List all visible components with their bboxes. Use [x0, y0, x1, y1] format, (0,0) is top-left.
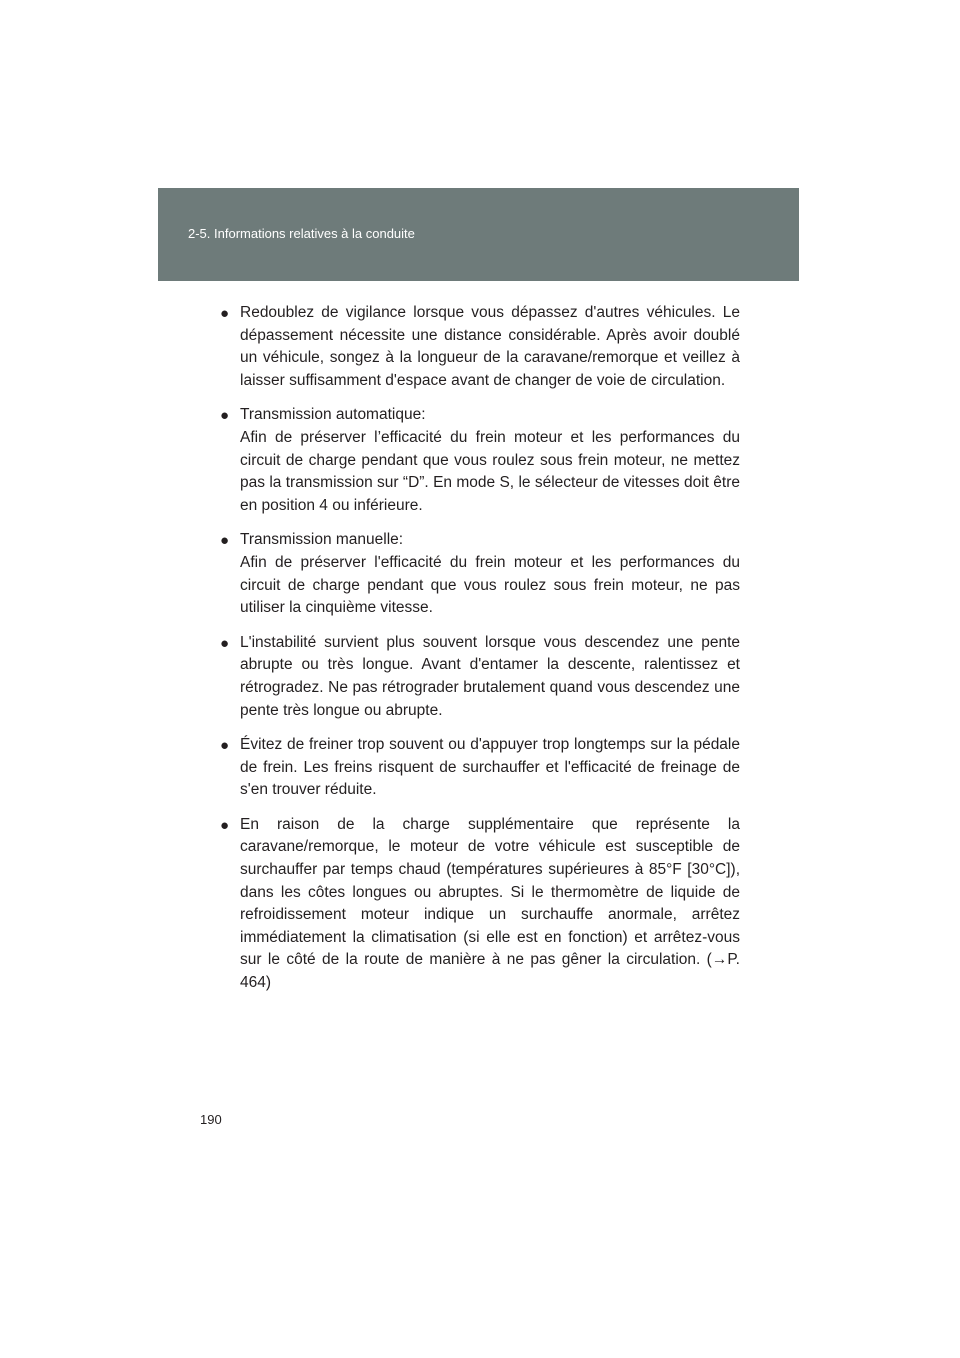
bullet-item-braking	[220, 734, 740, 802]
bullet-item-engine-overheat	[220, 814, 740, 995]
bullet-item-automatic-transmission	[220, 404, 740, 517]
section-title: 2-5. Informations relatives à la conduite	[188, 226, 415, 241]
bullet-text	[240, 734, 740, 802]
bullet-dot-icon: ●	[220, 407, 230, 425]
bullet-dot-icon: ●	[220, 816, 230, 834]
bullet-paragraph: Afin de préserver l’efficacité du frein moteur et les performances du circuit de charge pendant que vous roulez sous frein moteur, ne mettez pas la transmission sur “D”. En mode S, le sélecteur de vitesses doit être en position 4 ou inférieure.	[240, 428, 740, 514]
section-header-band	[158, 188, 799, 281]
bullet-text	[240, 529, 740, 619]
bullet-paragraph: Afin de préserver l'efficacité du frein moteur et les performances du circuit de charge pendant que vous roulez sous frein moteur, ne pas utiliser la cinquième vitesse.	[240, 553, 740, 617]
bullet-paragraph: Redoublez de vigilance lorsque vous dépassez d'autres véhicules. Le dépassement nécessite une distance considérable. Après avoir doublé un véhicule, songez à la longueur de la caravane/remorque et veillez à laisser suffisamment d'espace avant de changer de voie de circulation.	[240, 304, 740, 389]
bullet-heading: Transmission manuelle:	[240, 531, 404, 549]
bullet-item-downhill-instability	[220, 632, 740, 722]
bullet-paragraph: Évitez de freiner trop souvent ou d'appuyer trop longtemps sur la pédale de frein. Les freins risquent de surchauffer et l'efficacité de freinage de s'en trouver réduite.	[240, 736, 740, 799]
bullet-dot-icon: ●	[220, 532, 230, 550]
bullet-dot-icon: ●	[220, 737, 230, 755]
bullet-item-manual-transmission	[220, 529, 740, 619]
bullet-text	[240, 302, 740, 392]
bullet-text	[240, 404, 740, 517]
bullet-item-overtaking	[220, 302, 740, 392]
page-number: 190	[200, 1112, 222, 1127]
bullet-dot-icon: ●	[220, 305, 230, 322]
bullet-heading: Transmission automatique:	[240, 406, 426, 424]
bullet-paragraph: L'instabilité survient plus souvent lorsque vous descendez une pente abrupte ou très longue. Avant d'entamer la descente, ralentissez et rétrogradez. Ne pas rétrograder brutalement quand vous descendez une pente très longue ou abrupte.	[240, 633, 740, 719]
bullet-list	[220, 302, 740, 1007]
bullet-dot-icon: ●	[220, 634, 230, 652]
bullet-text	[240, 632, 740, 722]
bullet-paragraph: En raison de la charge supplémentaire que représente la caravane/remorque, le moteur de votre véhicule est susceptible de surchauffer par temps chaud (températures supérieures à 85°F [30°C]), dans les côtes longues ou abruptes. Si le thermomètre de liquide de refroidissement moteur indique un surchauffe anormale, arrêtez immédiatement la climatisation (si elle est en fonction) et arrêtez-vous sur le côté de la route de manière à ne pas gêner la circulation. (→P. 464)	[240, 815, 740, 992]
bullet-text	[240, 814, 740, 995]
